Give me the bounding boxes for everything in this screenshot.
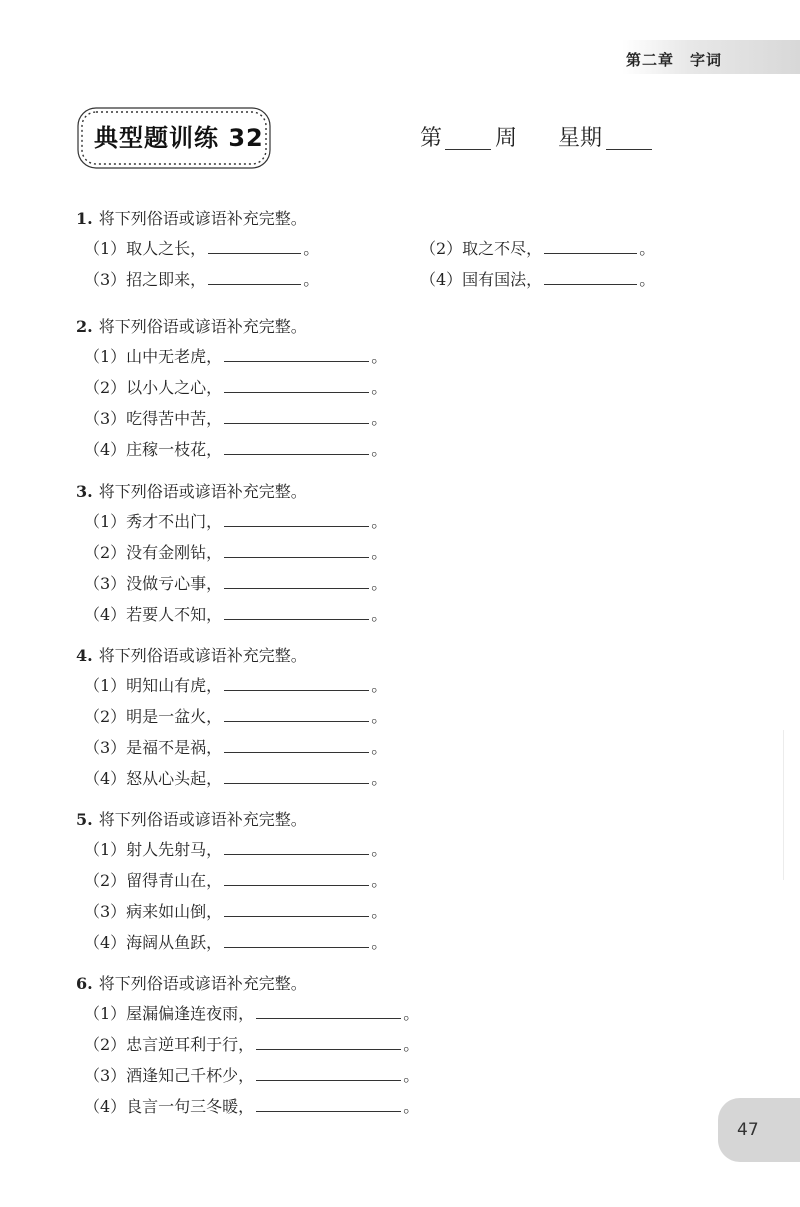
question-4-item-4	[84, 766, 387, 789]
question-2-item-1	[84, 344, 387, 367]
item-label: （3）吃得苦中苦，	[84, 409, 223, 428]
question-5-item-2	[84, 868, 387, 891]
answer-blank[interactable]	[224, 604, 369, 620]
item-label: （3）没做亏心事，	[84, 574, 223, 593]
item-label: （1）秀才不出门，	[84, 512, 223, 531]
item-period: 。	[303, 270, 320, 289]
question-5-item-1	[84, 837, 387, 860]
item-period: 。	[403, 1066, 420, 1085]
question-1-item-3	[84, 267, 319, 290]
answer-blank[interactable]	[224, 706, 369, 722]
answer-blank[interactable]	[224, 439, 369, 455]
answer-blank[interactable]	[224, 346, 369, 362]
item-period: 。	[371, 512, 388, 531]
item-period: 。	[403, 1004, 420, 1023]
question-5-item-3	[84, 899, 387, 922]
question-4-item-2	[84, 704, 387, 727]
exercise-title: 典型题训练 32	[94, 124, 264, 152]
answer-blank[interactable]	[544, 238, 637, 254]
question-2-item-2	[84, 375, 387, 398]
item-period: 。	[303, 239, 320, 258]
item-label: （1）明知山有虎，	[84, 676, 223, 695]
item-label: （2）忠言逆耳利于行，	[84, 1035, 255, 1054]
item-period: 。	[403, 1097, 420, 1116]
margin-line	[783, 730, 784, 880]
item-period: 。	[371, 605, 388, 624]
question-1-item-2	[420, 236, 655, 259]
day-blank[interactable]	[606, 149, 652, 150]
question-6-heading	[76, 971, 307, 994]
day-label: 星期	[558, 126, 603, 151]
question-4-item-3	[84, 735, 387, 758]
item-period: 。	[371, 378, 388, 397]
item-period: 。	[371, 707, 388, 726]
item-label: （2）以小人之心，	[84, 378, 223, 397]
question-2-item-4	[84, 437, 387, 460]
question-instruction: 将下列俗语或谚语补充完整。	[98, 810, 307, 829]
answer-blank[interactable]	[224, 573, 369, 589]
question-instruction: 将下列俗语或谚语补充完整。	[98, 646, 307, 665]
item-period: 。	[371, 347, 388, 366]
question-1-item-4	[420, 267, 655, 290]
question-3-item-4	[84, 602, 387, 625]
item-period: 。	[371, 738, 388, 757]
question-6-item-1	[84, 1001, 419, 1024]
answer-blank[interactable]	[256, 1003, 401, 1019]
answer-blank[interactable]	[224, 932, 369, 948]
item-label: （4）良言一句三冬暖，	[84, 1097, 255, 1116]
item-period: 。	[639, 270, 656, 289]
item-period: 。	[639, 239, 656, 258]
answer-blank[interactable]	[208, 238, 301, 254]
week-word: 周	[495, 126, 518, 151]
question-3-item-3	[84, 571, 387, 594]
question-number: 1.	[76, 209, 93, 228]
item-label: （2）留得青山在，	[84, 871, 223, 890]
week-prefix: 第	[420, 126, 443, 151]
item-period: 。	[371, 543, 388, 562]
answer-blank[interactable]	[224, 901, 369, 917]
item-label: （2）明是一盆火，	[84, 707, 223, 726]
question-6-item-3	[84, 1063, 419, 1086]
answer-blank[interactable]	[256, 1096, 401, 1112]
page-number: 47	[737, 1120, 759, 1140]
question-1-heading	[76, 206, 307, 229]
item-label: （4）国有国法，	[420, 270, 543, 289]
answer-blank[interactable]	[256, 1034, 401, 1050]
question-3-heading	[76, 479, 307, 502]
week-number-blank[interactable]	[445, 149, 491, 150]
item-label: （1）山中无老虎，	[84, 347, 223, 366]
answer-blank[interactable]	[224, 542, 369, 558]
answer-blank[interactable]	[208, 269, 301, 285]
item-label: （4）海阔从鱼跃，	[84, 933, 223, 952]
item-period: 。	[403, 1035, 420, 1054]
answer-blank[interactable]	[224, 839, 369, 855]
item-period: 。	[371, 902, 388, 921]
question-2-heading	[76, 314, 307, 337]
item-label: （2）取之不尽，	[420, 239, 543, 258]
item-label: （3）酒逢知己千杯少，	[84, 1066, 255, 1085]
question-2-item-3	[84, 406, 387, 429]
item-label: （4）庄稼一枝花，	[84, 440, 223, 459]
item-label: （3）招之即来，	[84, 270, 207, 289]
item-period: 。	[371, 769, 388, 788]
item-label: （1）取人之长，	[84, 239, 207, 258]
question-6-item-2	[84, 1032, 419, 1055]
item-label: （3）是福不是祸，	[84, 738, 223, 757]
item-label: （2）没有金刚钻，	[84, 543, 223, 562]
item-period: 。	[371, 840, 388, 859]
question-4-item-1	[84, 673, 387, 696]
question-instruction: 将下列俗语或谚语补充完整。	[98, 974, 307, 993]
question-instruction: 将下列俗语或谚语补充完整。	[98, 209, 307, 228]
chapter-label: 第二章 字词	[626, 51, 723, 69]
question-3-item-1	[84, 509, 387, 532]
answer-blank[interactable]	[224, 408, 369, 424]
question-instruction: 将下列俗语或谚语补充完整。	[98, 317, 307, 336]
item-label: （1）屋漏偏逢连夜雨，	[84, 1004, 255, 1023]
answer-blank[interactable]	[544, 269, 637, 285]
question-number: 4.	[76, 646, 93, 665]
question-number: 5.	[76, 810, 93, 829]
item-period: 。	[371, 933, 388, 952]
item-label: （4）若要人不知，	[84, 605, 223, 624]
answer-blank[interactable]	[224, 511, 369, 527]
item-period: 。	[371, 409, 388, 428]
item-label: （3）病来如山倒，	[84, 902, 223, 921]
answer-blank[interactable]	[224, 675, 369, 691]
answer-blank[interactable]	[224, 737, 369, 753]
item-period: 。	[371, 440, 388, 459]
answer-blank[interactable]	[224, 870, 369, 886]
question-4-heading	[76, 643, 307, 666]
item-label: （4）怒从心头起，	[84, 769, 223, 788]
question-number: 2.	[76, 317, 93, 336]
item-label: （1）射人先射马，	[84, 840, 223, 859]
answer-blank[interactable]	[224, 377, 369, 393]
item-period: 。	[371, 574, 388, 593]
question-6-item-4	[84, 1094, 419, 1117]
question-number: 6.	[76, 974, 93, 993]
page-number-tab	[718, 1098, 800, 1162]
question-5-heading	[76, 807, 307, 830]
question-5-item-4	[84, 930, 387, 953]
question-3-item-2	[84, 540, 387, 563]
question-1-item-1	[84, 236, 319, 259]
answer-blank[interactable]	[256, 1065, 401, 1081]
question-number: 3.	[76, 482, 93, 501]
question-instruction: 将下列俗语或谚语补充完整。	[98, 482, 307, 501]
item-period: 。	[371, 871, 388, 890]
answer-blank[interactable]	[224, 768, 369, 784]
item-period: 。	[371, 676, 388, 695]
